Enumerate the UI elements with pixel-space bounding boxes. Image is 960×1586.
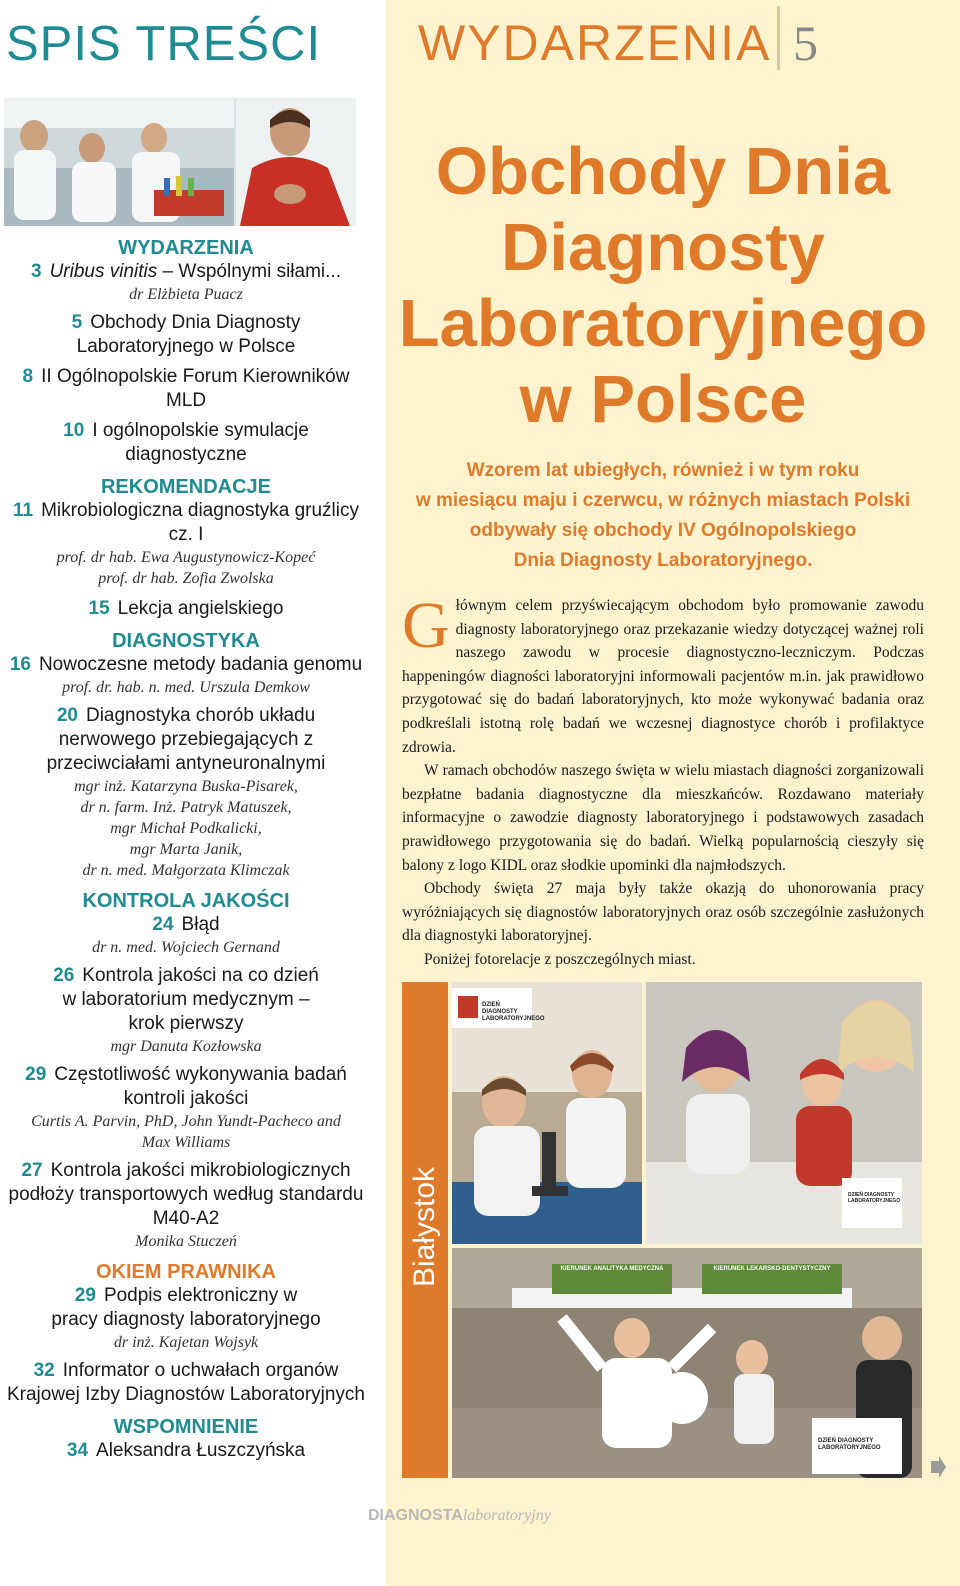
toc-entry[interactable] [0, 1159, 372, 1231]
toc-author: dr n. med. Małgorzata Klimczak [82, 862, 290, 879]
toc-entry[interactable] [0, 419, 372, 467]
toc-entry-title: Obchody Dnia Diagnosty Laboratoryjnego w Polsce [76, 312, 301, 357]
section-header: WYDARZENIA [418, 15, 772, 71]
toc-page-number: 3 [31, 261, 42, 282]
toc-entry[interactable] [0, 653, 372, 677]
toc-page-number: 29 [25, 1064, 47, 1085]
toc-entry[interactable] [0, 365, 372, 413]
toc-entry[interactable] [0, 704, 372, 776]
toc-page-number: 34 [66, 1440, 89, 1461]
toc-page-number: 16 [9, 654, 31, 675]
toc-author: Curtis A. Parvin, PhD, John Yundt-Pacheco and Max Williams [31, 1113, 341, 1151]
toc-entry-title: I ogólnopolskie symulacje diagnostyczne [92, 420, 309, 465]
lead-line: odbywały się obchody IV Ogólnopolskiego [469, 520, 857, 541]
toc-entry[interactable] [0, 913, 372, 937]
toc-entry[interactable] [0, 964, 372, 1036]
toc-list [0, 232, 372, 1463]
toc-section-heading: DIAGNOSTYKA [112, 630, 260, 652]
lead-line: Dnia Diagnosty Laboratoryjnego. [513, 550, 813, 571]
cover-photo-lab-scene [4, 98, 356, 226]
toc-author: dr n. med. Wojciech Gernand [92, 939, 280, 956]
toc-page-number: 11 [13, 500, 34, 521]
toc-entry[interactable] [0, 1439, 372, 1463]
photo-collage: Białystok DZIEŃ DIAGNOSTY LABORATORYJNEGO DZIEŃ DIAGNOSTY LABORATORYJNEGO KIERUNEK ANALITYKA MEDYCZNA KIERUNEK LEKARSKO-DENTYSTYCZNY DZIEŃ DIAGNOSTY LABORATORYJNEGO [402, 982, 922, 1478]
toc-entry-title: Lekcja angielskiego [117, 598, 284, 619]
toc-entry-title: Nowoczesne metody badania genomu [38, 654, 363, 675]
toc-author: prof. dr. hab. n. med. Urszula Demkow [62, 679, 310, 696]
toc-section-heading: WSPOMNIENIE [113, 1416, 259, 1438]
toc-author: dr n. farm. Inż. Patryk Matuszek, [80, 799, 292, 816]
toc-author: mgr Danuta Kozłowska [110, 1038, 262, 1055]
drop-cap: G [402, 589, 450, 662]
toc-page-number: 20 [56, 705, 78, 726]
toc-entry-title: Podpis elektroniczny w pracy diagnosty laboratoryjnego [51, 1285, 321, 1330]
toc-page-number: 5 [71, 312, 83, 333]
article-body [402, 589, 924, 972]
toc-page-number: 29 [74, 1285, 96, 1306]
magazine-footer-logo [368, 1507, 551, 1525]
toc-page-number: 24 [152, 914, 174, 935]
toc-entry-title: Diagnostyka chorób układu nerwowego przebiegających z przeciwciałami antyneuronalnymi [46, 705, 326, 774]
toc-entry-title: Kontrola jakości mikrobiologicznych podłoży transportowych według standardu M40-A2 [8, 1160, 364, 1229]
toc-entry[interactable] [0, 311, 372, 359]
lead-line: w miesiącu maju i czerwcu, w różnych miastach Polski [415, 490, 911, 511]
toc-page-number: 26 [53, 965, 75, 986]
article-paragraph: Poniżej fotorelacje z poszczególnych miast. [424, 950, 696, 968]
article-paragraph: Głównym celem przyświecającym obchodom było promowanie zawodu diagnosty laboratoryjnego oraz przekazanie wiedzy dotyczącej ważnej roli naszego zawodu w procesie diagnostyczno-leczniczym. Podczas happeningów diagności laboratoryjni informowali pacjentów m.in. jak prawidłowo przygotować się do badań laboratoryjnych, kto może wykonywać badania oraz podkreślali istotną rolę badań we wczesnej diagnostyce chorób i profilaktyce zdrowia. [402, 589, 924, 756]
toc-entry-title: Informator o uchwałach organów Krajowej Izby Diagnostów Laboratoryjnych [6, 1360, 365, 1405]
toc-entry-title: Częstotliwość wykonywania badań kontroli jakości [54, 1064, 347, 1109]
toc-section-heading: REKOMENDACJE [100, 476, 272, 498]
toc-author: Monika Stuczeń [135, 1233, 237, 1250]
banner-dzien-diagnosty: DZIEŃ DIAGNOSTY LABORATORYJNEGO [452, 988, 532, 1028]
toc-title: SPIS TREŚCI [6, 17, 322, 71]
footer-logo-italic: laboratoryjny [462, 1507, 551, 1524]
footer-logo-bold: DIAGNOSTA [368, 1507, 463, 1524]
toc-section-heading: WYDARZENIA [118, 237, 254, 259]
toc-page-number: 27 [21, 1160, 43, 1181]
article-title-line: Laboratoryjnego [398, 286, 928, 361]
toc-entry-title: II Ogólnopolskie Forum Kierowników MLD [41, 366, 350, 411]
toc-entry-title-italic: Uribus vinitis [49, 261, 158, 282]
toc-entry[interactable] [0, 499, 372, 547]
article-title [396, 134, 930, 438]
toc-author: prof. dr hab. Ewa Augustynowicz-Kopeć [56, 549, 316, 566]
toc-entry[interactable] [0, 1284, 372, 1332]
toc-author: mgr inż. Katarzyna Buska-Pisarek, [74, 778, 298, 795]
header-divider [777, 6, 780, 70]
page-number: 5 [793, 15, 818, 71]
toc-page-number: 8 [22, 366, 34, 387]
toc-entry[interactable] [0, 260, 372, 284]
toc-section-heading: OKIEM PRAWNIKA [96, 1261, 276, 1283]
article-title-line: w Polsce [519, 362, 807, 437]
photo-square-celebration: KIERUNEK ANALITYKA MEDYCZNA KIERUNEK LEKARSKO-DENTYSTYCZNY DZIEŃ DIAGNOSTY LABORATORYJNEGO [452, 1248, 922, 1478]
toc-entry[interactable] [0, 597, 372, 621]
toc-entry-title: Kontrola jakości na co dzień w laboratorium medycznym – krok pierwszy [62, 965, 319, 1034]
article-title-line: Diagnosty [501, 210, 825, 285]
article-paragraph: W ramach obchodów naszego święta w wielu miastach diagności zorganizowali bezpłatne badania diagnostyczne dla mieszkańców. Rozdawano materiały informacyjne o zawodzie diagnosty laboratoryjnego i podstawowych zasadach prawidłowego przygotowania się do badań. Wielką popularnością cieszyły się balony z logo KIDL oraz słodkie upominki dla najmłodszych. [402, 762, 924, 874]
next-page-arrow-icon[interactable] [929, 1455, 947, 1484]
toc-entry[interactable] [0, 1063, 372, 1111]
toc-page-number: 15 [88, 598, 110, 619]
photo-booth-visitors: DZIEŃ DIAGNOSTY LABORATORYJNEGO [646, 982, 922, 1244]
toc-entry-title: Aleksandra Łuszczyńska [96, 1440, 306, 1461]
article-paragraph: Obchody święta 27 maja były także okazją do uhonorowania pracy wyróżniających się diagnostów laboratoryjnych oraz osób szczególnie zasłużonych dla diagnostyki laboratoryjnej. [402, 880, 924, 945]
lead-line: Wzorem lat ubiegłych, również i w tym roku [466, 460, 860, 481]
table-of-contents-column [0, 0, 386, 1586]
toc-entry-title: – Wspólnymi siłami... [157, 261, 341, 282]
toc-author: mgr Marta Janik, [129, 841, 243, 858]
toc-entry[interactable] [0, 1359, 372, 1407]
article-title-line: Obchody Dnia [435, 134, 891, 209]
toc-entry-title: Mikrobiologiczna diagnostyka gruźlicy cz. I [41, 500, 359, 545]
toc-entry-title: Błąd [181, 914, 220, 935]
article-lead [400, 456, 926, 576]
toc-author: dr Elżbieta Puacz [129, 286, 243, 303]
toc-author: prof. dr hab. Zofia Zwolska [98, 570, 274, 587]
toc-author: mgr Michał Podkalicki, [110, 820, 262, 837]
toc-page-number: 10 [63, 420, 85, 441]
toc-section-heading: KONTROLA JAKOŚCI [82, 890, 290, 912]
toc-page-number: 32 [33, 1360, 55, 1381]
toc-author: dr inż. Kajetan Wojsyk [113, 1334, 259, 1351]
